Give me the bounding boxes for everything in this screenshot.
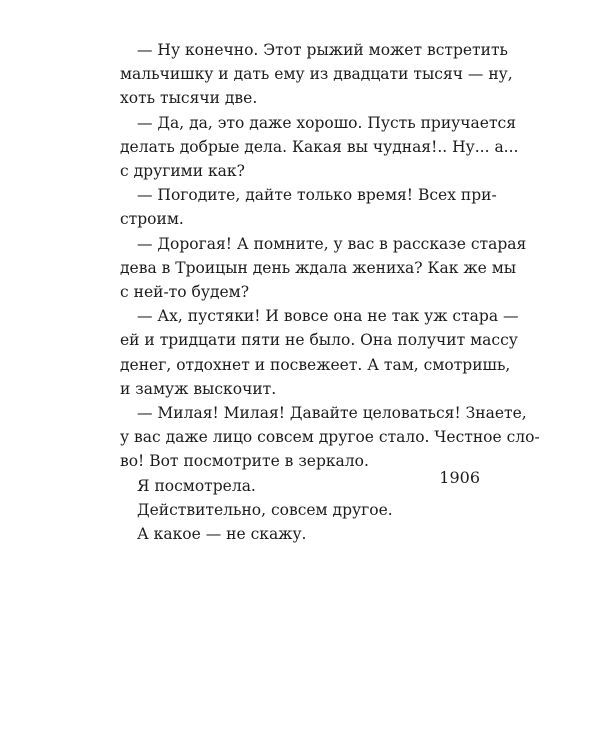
date-signature: 1906 [439, 468, 480, 487]
text-line: с другими как? [120, 162, 245, 181]
text-line: — Милая! Милая! Давайте целоваться! Знаете, [137, 404, 527, 423]
text-line: мальчишку и дать ему из двадцати тысяч — ну, [120, 65, 513, 84]
text-line: денег, отдохнет и посвежеет. А там, смотришь, [120, 355, 511, 374]
text-line: во! Вот посмотрите в зеркало. [120, 452, 369, 471]
paragraph [120, 522, 482, 546]
text-line: — Погодите, дайте только время! Всех при- [137, 186, 497, 205]
text-line: ей и тридцати пяти не было. Она получит массу [120, 331, 518, 350]
text-line: у вас даже лицо совсем другое стало. Честное сло- [120, 428, 540, 447]
paragraph [120, 498, 482, 522]
paragraph [120, 111, 519, 184]
paragraph [120, 232, 527, 305]
text-line: дева в Троицын день ждала жениха? Как же мы [120, 258, 517, 277]
text-line: и замуж выскочит. [120, 379, 277, 398]
text-line: с ней-то будем? [120, 283, 250, 302]
text-line: Действительно, совсем другое. [137, 500, 393, 519]
paragraph [120, 401, 540, 474]
text-line: — Ах, пустяки! И вовсе она не так уж стара — [137, 307, 519, 326]
text-line: — Да, да, это даже хорошо. Пусть приучается [137, 113, 517, 132]
text-line: — Ну конечно. Этот рыжий может встретить [137, 41, 508, 59]
paragraph [120, 38, 513, 111]
paragraph [120, 304, 519, 401]
text-line: Я посмотрела. [137, 476, 256, 495]
text-line: строим. [120, 210, 184, 229]
text-line: хоть тысячи две. [120, 89, 258, 108]
paragraph [120, 183, 497, 231]
text-line: делать добрые дела. Какая вы чудная!.. Ну... а... [120, 137, 519, 156]
text-line: А какое — не скажу. [137, 525, 307, 544]
text-line: — Дорогая! А помните, у вас в рассказе старая [137, 234, 527, 253]
